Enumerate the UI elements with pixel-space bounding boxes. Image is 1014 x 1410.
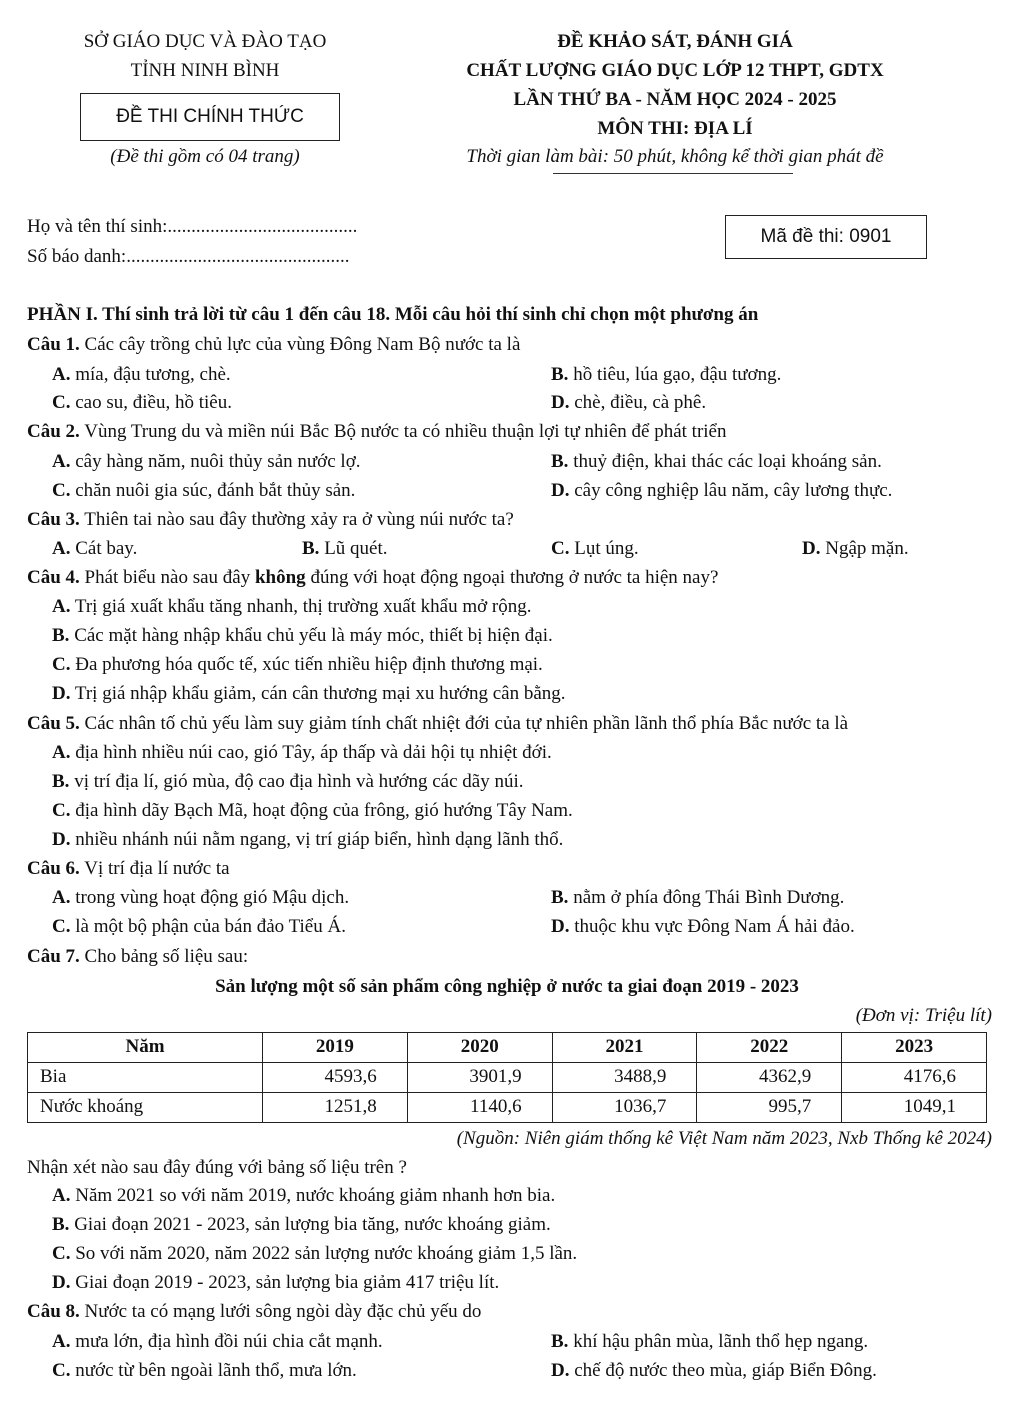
option-text: Ngập mặn. (825, 538, 909, 559)
option-label: A. (52, 887, 71, 908)
option-label: D. (52, 1272, 71, 1293)
table-header-row (28, 1033, 987, 1063)
option-label: B. (551, 1331, 569, 1352)
option-text: vị trí địa lí, gió mùa, độ cao địa hình và hướng các dãy núi. (74, 771, 524, 792)
question-label: Câu 2. (27, 421, 80, 442)
option-label: C. (52, 800, 71, 821)
exam-title-line3: LẦN THỨ BA - NĂM HỌC 2024 - 2025 (513, 89, 837, 110)
table-header-cell: 2021 (552, 1033, 697, 1063)
option-label: D. (802, 538, 821, 559)
option-text: So với năm 2020, năm 2022 sản lượng nước khoáng giảm 1,5 lần. (75, 1243, 578, 1264)
option-label: C. (52, 1243, 71, 1264)
question-text: Vị trí địa lí nước ta (84, 858, 230, 879)
option-text: cây công nghiệp lâu năm, cây lương thực. (574, 480, 893, 501)
pages-note: (Đề thi gồm có 04 trang) (110, 146, 300, 167)
table-header-cell: Năm (28, 1033, 263, 1063)
option-text: nhiều nhánh núi nằm ngang, vị trí giáp biển, hình dạng lãnh thổ. (75, 829, 564, 850)
q7-option-c (52, 1243, 577, 1266)
option-text: mía, đậu tương, chè. (75, 364, 231, 385)
option-text: nước từ bên ngoài lãnh thổ, mưa lớn. (75, 1360, 357, 1381)
subject-line: MÔN THI: ĐỊA LÍ (597, 118, 753, 139)
question-7 (27, 946, 248, 969)
question-8 (27, 1301, 481, 1324)
question-7-prompt: Nhận xét nào sau đây đúng với bảng số liệu trên ? (27, 1157, 407, 1178)
option-label: B. (551, 364, 569, 385)
time-note: Thời gian làm bài: 50 phút, không kể thời gian phát đề (466, 146, 884, 167)
question-text: Thiên tai nào sau đây thường xảy ra ở vùng núi nước ta? (84, 509, 514, 530)
option-label: D. (551, 1360, 570, 1381)
exam-code-box (725, 215, 927, 259)
option-label: D. (551, 392, 570, 413)
table-header-cell: 2023 (842, 1033, 987, 1063)
option-text: khí hậu phân mùa, lãnh thổ hẹp ngang. (573, 1331, 869, 1352)
question-text: Cho bảng số liệu sau: (84, 946, 249, 967)
question-text: Các nhân tố chủ yếu làm suy giảm tính chất nhiệt đới của tự nhiên phần lãnh thổ phía Bắc nước ta là (84, 713, 849, 734)
option-text: chăn nuôi gia súc, đánh bắt thủy sản. (75, 480, 356, 501)
option-label: B. (551, 451, 569, 472)
option-label: A. (52, 596, 71, 617)
table-cell: 1251,8 (263, 1093, 408, 1123)
official-exam-label: ĐỀ THI CHÍNH THỨC (116, 105, 304, 127)
q2-option-a (52, 451, 361, 474)
table-cell: 4362,9 (697, 1063, 842, 1093)
question-2 (27, 421, 726, 444)
q1-option-a (52, 364, 231, 387)
option-text: địa hình nhiều núi cao, gió Tây, áp thấp và dải hội tụ nhiệt đới. (75, 742, 552, 763)
q1-option-d (551, 392, 706, 415)
q3-option-a (52, 538, 137, 561)
question-6 (27, 858, 230, 881)
q5-option-c (52, 800, 573, 823)
q6-option-b (551, 887, 844, 910)
option-text: Trị giá xuất khẩu tăng nhanh, thị trường xuất khẩu mở rộng. (74, 596, 532, 617)
option-text: cao su, điều, hồ tiêu. (75, 392, 232, 413)
q4-option-a (52, 596, 532, 619)
option-text: Đa phương hóa quốc tế, xúc tiến nhiều hiệp định thương mại. (75, 654, 543, 675)
department-name: SỞ GIÁO DỤC VÀ ĐÀO TẠO (83, 31, 327, 52)
option-label: A. (52, 451, 71, 472)
question-label: Câu 5. (27, 713, 80, 734)
table-header-cell: 2020 (407, 1033, 552, 1063)
option-text: Lũ quét. (324, 538, 388, 559)
table-cell: Nước khoáng (28, 1093, 263, 1123)
q4-option-d (52, 683, 566, 706)
option-label: C. (52, 480, 71, 501)
option-text: cây hàng năm, nuôi thủy sản nước lợ. (75, 451, 361, 472)
question-1 (27, 334, 520, 357)
question-text-emphasis: không (254, 567, 306, 588)
q4-option-c (52, 654, 543, 677)
q1-option-b (551, 364, 781, 387)
option-text: địa hình dãy Bạch Mã, hoạt động của frông, gió hướng Tây Nam. (75, 800, 573, 821)
option-label: C. (52, 916, 71, 937)
option-label: C. (551, 538, 570, 559)
q6-option-a (52, 887, 349, 910)
table-title: Sản lượng một số sản phẩm công nghiệp ở nước ta giai đoạn 2019 - 2023 (215, 976, 799, 997)
part1-heading: PHẦN I. Thí sinh trả lời từ câu 1 đến câu 18. Mỗi câu hỏi thí sinh chỉ chọn một phương án (27, 304, 759, 325)
table-cell: 1140,6 (407, 1093, 552, 1123)
option-label: C. (52, 392, 71, 413)
option-label: D. (52, 829, 71, 850)
table-cell: 995,7 (697, 1093, 842, 1123)
candidate-name-label: Họ và tên thí sinh: (27, 216, 168, 237)
option-label: A. (52, 742, 71, 763)
q8-option-c (52, 1360, 357, 1383)
q7-option-b (52, 1214, 551, 1237)
question-label: Câu 8. (27, 1301, 80, 1322)
candidate-id-row (27, 246, 349, 269)
q8-option-b (551, 1331, 868, 1354)
table-unit: (Đơn vị: Triệu lít) (855, 1005, 992, 1026)
table-header-cell: 2022 (697, 1033, 842, 1063)
q3-option-d (802, 538, 909, 561)
question-label: Câu 4. (27, 567, 80, 588)
header-divider (553, 173, 793, 174)
table-cell: 3488,9 (552, 1063, 697, 1093)
question-4 (27, 567, 718, 590)
q8-option-d (551, 1360, 877, 1383)
option-label: B. (52, 1214, 70, 1235)
option-label: B. (302, 538, 320, 559)
question-text-after: đúng với hoạt động ngoại thương ở nước ta hiện nay? (305, 567, 719, 588)
data-table (27, 1032, 987, 1123)
table-source: (Nguồn: Niên giám thống kê Việt Nam năm 2023, Nxb Thống kê 2024) (456, 1128, 992, 1149)
table-cell: 1036,7 (552, 1093, 697, 1123)
option-label: D. (551, 480, 570, 501)
option-text: hồ tiêu, lúa gạo, đậu tương. (573, 364, 782, 385)
option-text: Cát bay. (75, 538, 138, 559)
option-text: Năm 2021 so với năm 2019, nước khoáng giảm nhanh hơn bia. (75, 1185, 556, 1206)
option-label: A. (52, 538, 71, 559)
option-label: D. (52, 683, 71, 704)
q2-option-b (551, 451, 882, 474)
exam-title-line2: CHẤT LƯỢNG GIÁO DỤC LỚP 12 THPT, GDTX (466, 60, 884, 81)
q5-option-b (52, 771, 524, 794)
candidate-name-dots: ........................................ (167, 216, 358, 237)
q5-option-a (52, 742, 552, 765)
q2-option-d (551, 480, 892, 503)
table-header-cell: 2019 (263, 1033, 408, 1063)
option-label: D. (551, 916, 570, 937)
candidate-name-row (27, 216, 357, 239)
option-label: B. (52, 625, 70, 646)
table-row (28, 1063, 987, 1093)
option-text: thuộc khu vực Đông Nam Á hải đảo. (574, 916, 855, 937)
table-cell: 4176,6 (842, 1063, 987, 1093)
option-text: nằm ở phía đông Thái Bình Dương. (573, 887, 845, 908)
q8-option-a (52, 1331, 383, 1354)
table-cell: 4593,6 (263, 1063, 408, 1093)
option-text: thuỷ điện, khai thác các loại khoáng sản. (573, 451, 882, 472)
province-name: TỈNH NINH BÌNH (130, 60, 280, 81)
question-5 (27, 713, 848, 736)
table-cell: 1049,1 (842, 1093, 987, 1123)
q6-option-c (52, 916, 346, 939)
question-text-before: Phát biểu nào sau đây (84, 567, 255, 588)
table-row (28, 1093, 987, 1123)
q3-option-c (551, 538, 639, 561)
table-cell: Bia (28, 1063, 263, 1093)
q1-option-c (52, 392, 232, 415)
question-label: Câu 1. (27, 334, 80, 355)
exam-title-line1: ĐỀ KHẢO SÁT, ĐÁNH GIÁ (557, 31, 793, 52)
exam-code: Mã đề thi: 0901 (760, 225, 892, 247)
option-label: A. (52, 364, 71, 385)
option-text: chế độ nước theo mùa, giáp Biển Đông. (574, 1360, 877, 1381)
option-label: B. (52, 771, 70, 792)
question-text: Nước ta có mạng lưới sông ngòi dày đặc chủ yếu do (84, 1301, 482, 1322)
option-text: Trị giá nhập khẩu giảm, cán cân thương mại xu hướng cân bằng. (74, 683, 566, 704)
option-text: trong vùng hoạt động gió Mậu dịch. (75, 887, 350, 908)
option-text: chè, điều, cà phê. (574, 392, 707, 413)
q5-option-d (52, 829, 563, 852)
question-label: Câu 3. (27, 509, 80, 530)
option-label: A. (52, 1185, 71, 1206)
question-label: Câu 6. (27, 858, 80, 879)
question-text: Các cây trồng chủ lực của vùng Đông Nam Bộ nước ta là (84, 334, 521, 355)
option-label: A. (52, 1331, 71, 1352)
candidate-id-label: Số báo danh: (27, 246, 127, 267)
table-cell: 3901,9 (407, 1063, 552, 1093)
q6-option-d (551, 916, 855, 939)
option-text: Giai đoạn 2019 - 2023, sản lượng bia giảm 417 triệu lít. (75, 1272, 500, 1293)
official-exam-box (80, 93, 340, 141)
question-text: Vùng Trung du và miền núi Bắc Bộ nước ta có nhiều thuận lợi tự nhiên để phát triển (84, 421, 727, 442)
q7-option-a (52, 1185, 555, 1208)
q7-option-d (52, 1272, 499, 1295)
option-label: C. (52, 654, 71, 675)
option-label: B. (551, 887, 569, 908)
option-text: là một bộ phận của bán đảo Tiểu Á. (75, 916, 346, 937)
option-text: Lụt úng. (574, 538, 639, 559)
option-label: C. (52, 1360, 71, 1381)
q3-option-b (302, 538, 388, 561)
q2-option-c (52, 480, 355, 503)
question-3 (27, 509, 514, 532)
candidate-id-dots: ............................................... (126, 246, 350, 267)
question-label: Câu 7. (27, 946, 80, 967)
option-text: Các mặt hàng nhập khẩu chủ yếu là máy móc, thiết bị hiện đại. (74, 625, 553, 646)
q4-option-b (52, 625, 553, 648)
option-text: Giai đoạn 2021 - 2023, sản lượng bia tăng, nước khoáng giảm. (74, 1214, 551, 1235)
option-text: mưa lớn, địa hình đồi núi chia cắt mạnh. (75, 1331, 383, 1352)
